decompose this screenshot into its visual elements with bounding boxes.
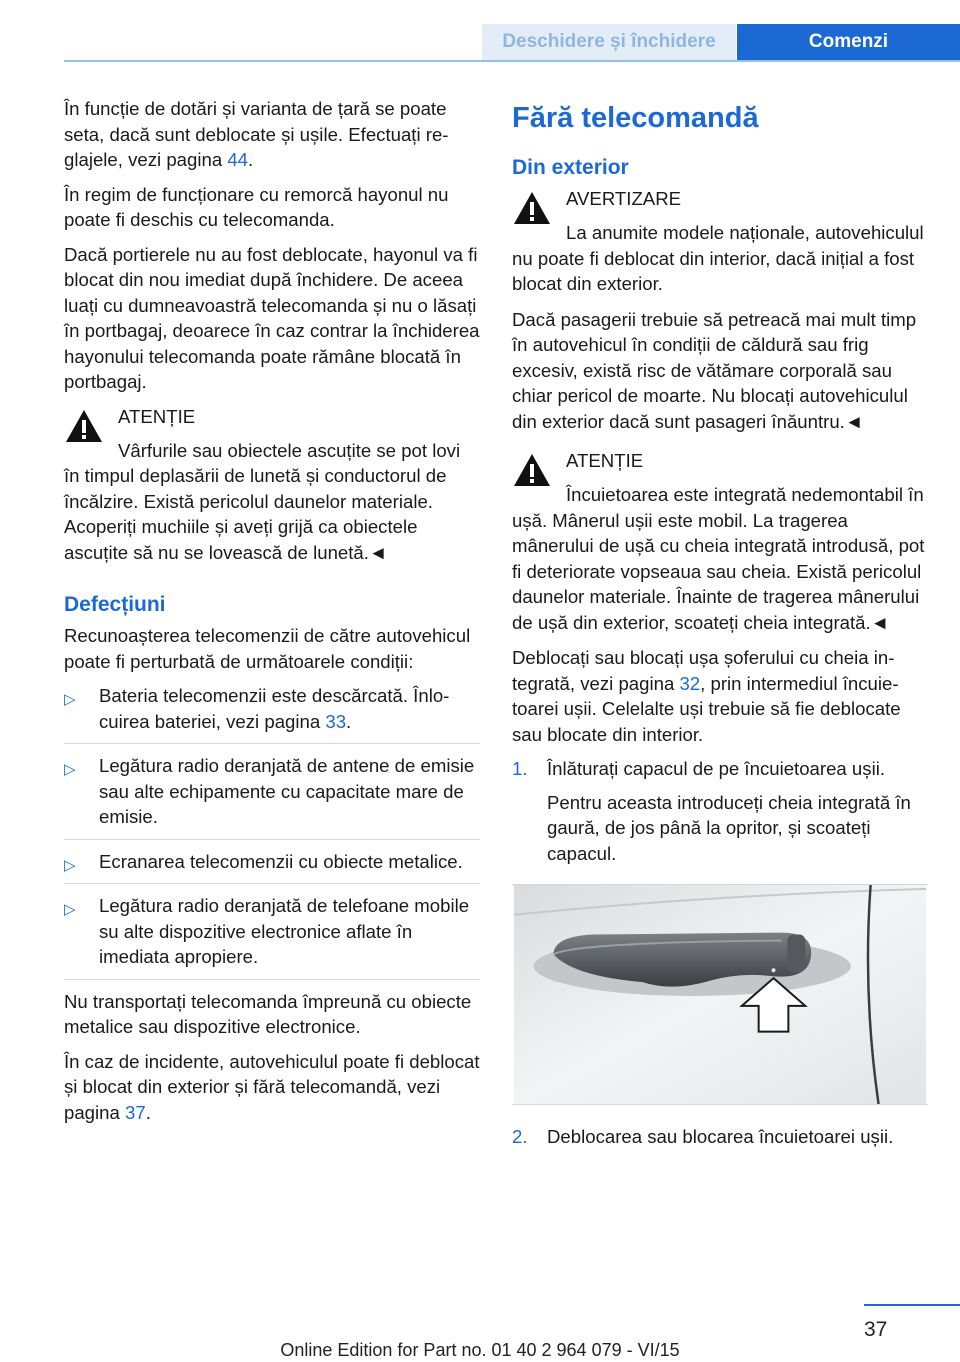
caution-box [512,448,932,635]
bullet-triangle-icon: ▷ [64,761,76,778]
paragraph: Dacă portierele nu au fost deblocate, hayonul va fi blocat din nou imediat după închidere. De aceea luați cu dumneavoastră telecomanda și nu o lăsați în portbagaj, deoarece în caz contrar la închiderea hayonului telecomanda poate rămâne blocată în portbagaj. [64,243,480,392]
caution-text: Încuietoarea este integrată nedemontabil în ușă. Mânerul ușii este mobil. La tragerea mânerului de ușă cu cheia integrată introdusă, pot fi deteriorate vopseaua sau cheia. Există pericolul daunelor materiale. Înainte de tragerea mânerului de ușă din exterior, scoateți cheia integrată.◄ [512,484,925,633]
paragraph: Dacă pasagerii trebuie să petreacă mai mult timp în autovehicul în condiții de căldură sau frig excesiv, există risc de vătămare corporală sau chiar pericol de moarte. Nu blocați autovehiculul din exterior dacă sunt pasageri înăuntru.◄ [512,308,917,432]
paragraph: Nu transportați telecomanda împreună cu obiecte metalice sau dispozitive electronice. [64,990,472,1037]
page-number: 37 [864,1318,888,1341]
header-rule [64,60,960,62]
list-item: ▷ Bateria telecomenzii este descărcată. Înlocuirea bateriei, vezi pagina 33. [64,683,480,744]
caution-text: Vârfurile sau obiectele ascuțite se pot lovi în timpul deplasării de lunetă și conductorul de încălzire. Există pericolul daunelor materiale. Acoperiți muchiile și aveți grijă ca obiectele ascuțite să nu se lovească de lunetă.◄ [64,439,461,563]
list-item: 1. Înlăturați capacul de pe încuietoarea ușii. Pentru aceasta introduceți cheia integrată în gaură, de jos până la opritor, și scoateți capacul. [512,758,911,864]
warning-box [512,186,932,297]
section-heading: Din exterior [512,156,629,179]
paragraph: Recunoașterea telecomenzii de către autovehicul poate fi perturbată de următoarele condiții: [64,625,471,672]
section-tab: Deschidere și închidere [482,24,736,60]
bullet-triangle-icon: ▷ [64,856,76,874]
warning-title: AVERTIZARE [566,188,682,209]
chapter-tab: Comenzi [737,24,960,60]
caution-title: ATENȚIE [566,450,644,471]
paragraph: În regim de funcționare cu remorcă hayonul nu poate fi deschis cu telecomanda. [64,183,449,230]
page-link[interactable]: 37 [125,1101,146,1123]
paragraph: În caz de incidente, autovehiculul poate fi deblocat și blocat din exterior și fără telecomandă, vezi pagina 37. [64,1050,480,1123]
bullet-triangle-icon: ▷ [64,691,76,708]
warning-triangle-icon [64,408,104,444]
page-link[interactable]: 32 [679,672,701,694]
edition-footer: Online Edition for Part no. 01 40 2 964 079 - VI/15 [280,1340,680,1360]
step-list [512,1124,932,1150]
warning-text: La anumite modele naționale, autovehiculul nu poate fi deblocat din interior, dacă inițial a fost blocat din exterior. [512,222,924,294]
warning-triangle-icon [512,190,552,226]
list-item: ▷ Legătura radio deranjată de antene de emisie sau alte echipamente cu capacitate mare de emisie. [64,753,480,840]
left-column [64,96,480,1134]
page-link[interactable]: 44 [227,149,249,170]
list-item: ▷ Legătura radio deranjată de telefoane mobile su alte dispozitive electronice aflate în imediata apropiere. [64,893,480,980]
caution-title: ATENȚIE [118,405,196,427]
step-number: 1. [512,758,528,779]
section-heading: Defecțiuni [64,593,166,616]
step-list [512,756,932,866]
list-item: ▷ Ecranarea telecomenzii cu obiecte metalice. [64,849,480,885]
bullet-triangle-icon: ▷ [64,901,76,918]
bullet-list [64,683,480,980]
step-number: 2. [512,1125,528,1147]
list-item: 2. Deblocarea sau blocarea încuietoarei ușii. [512,1124,932,1150]
right-column [512,96,932,1149]
paragraph: În funcție de dotări și varianta de țară se poate seta, dacă sunt deblocate și ușile. Efectuați reglajele, vezi pagina 44. [64,98,449,170]
page-header [0,0,960,62]
door-handle-photo [512,884,928,1105]
page-title: Fără telecomandă [512,102,759,134]
paragraph: Deblocați sau blocați ușa șoferului cu cheia integrată, vezi pagina 32, prin intermediul încuietoarei ușii. Celelalte uși trebuie să fie deblocate sau blocate din interior. [512,647,901,745]
page-link[interactable]: 33 [325,710,347,732]
footer-rule [864,1304,960,1306]
warning-triangle-icon [512,452,552,488]
caution-box [64,404,480,566]
